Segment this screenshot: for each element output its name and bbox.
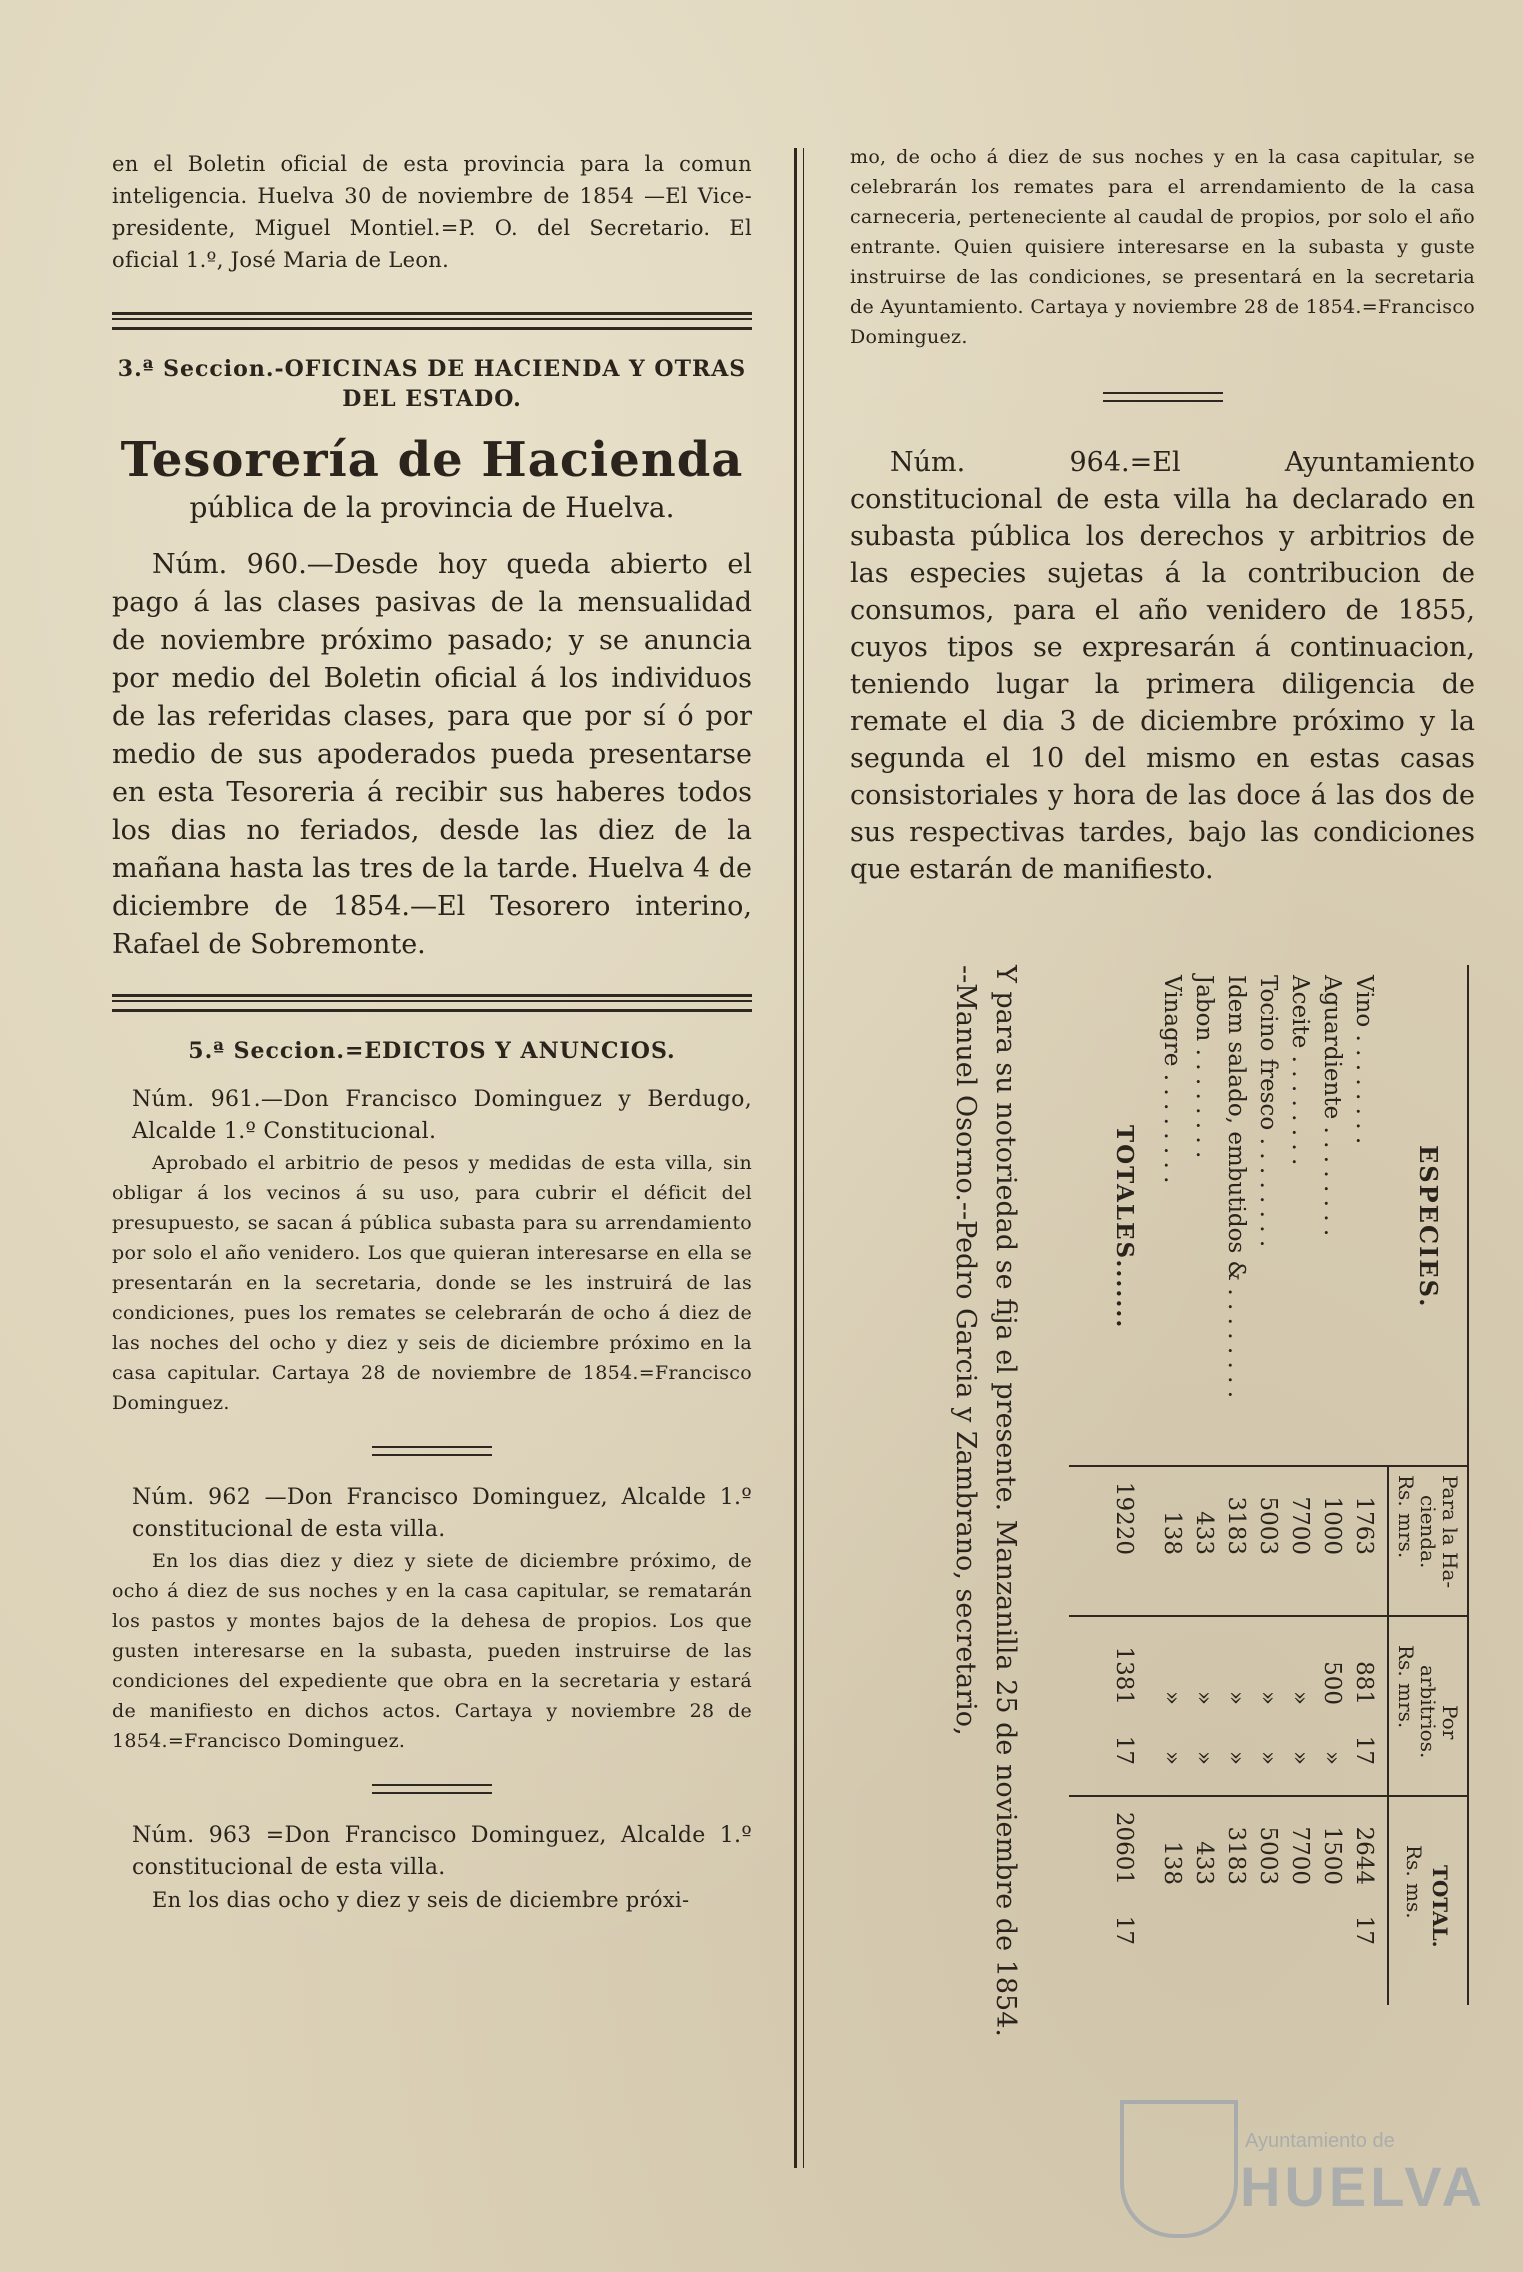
header-especies: ESPECIES. — [1414, 1145, 1443, 1309]
coat-of-arms-icon — [1120, 2100, 1238, 2238]
row-species: Tocino fresco . . . . . . . . — [1255, 975, 1281, 1248]
watermark-small-text: Ayuntamiento de — [1245, 2130, 1395, 2152]
row-arbitrios-mrs: » — [1223, 1750, 1249, 1765]
row-total-rs: 3183 — [1223, 1826, 1249, 1885]
notice-964: Núm. 964.=El Ayuntamiento constitucional de esta villa ha declarado en subasta pública los derechos y arbitrios de las especies sujetas á la contribucion de consumos, para el año venidero de 1855, cuyos tipos se expresarán á continuacion, teniendo lugar la primera diligencia de remate el dia 3 de diciembre próximo y la segunda el 10 del mismo en estas casas consistoriales y hora de las doce á las dos de sus respectivas tardes, bajo las condiciones que estarán de manifiesto. — [850, 447, 1475, 885]
row-total-rs: 433 — [1191, 1841, 1217, 1885]
totals-hacienda-rs: 19220 — [1111, 1481, 1137, 1555]
column-rule — [794, 148, 797, 2168]
totals-label: TOTALES....... — [1111, 1125, 1138, 1330]
totals-arbitrios-rs: 1381 — [1111, 1646, 1137, 1705]
header-hacienda-3: Rs. mrs. — [1394, 1475, 1418, 1559]
row-species: Jabon . . . . . . . . — [1191, 975, 1217, 1159]
row-arbitrios-mrs: » — [1287, 1750, 1313, 1765]
notice-963-continued: mo, de ocho á diez de sus noches y en la casa capitular, se celebrarán los remates para el arrendamiento de la casa carneceria, perteneciente al caudal de propios, por solo el año entrante. Quien quisiere interesarse en la subasta y guste instruirse de las condiciones, se presentará en la secretaria de Ayuntamiento. Cartaya y noviembre 28 de 1854.=Francisco Dominguez. — [850, 146, 1475, 348]
row-arbitrios-mrs: » — [1255, 1750, 1281, 1765]
row-species: Aguardiente . . . . . . . . — [1319, 975, 1345, 1237]
table-footer-line2: --Manuel Osorno.--Pedro Garcia y Zambrano, secretario, — [950, 965, 981, 1736]
section-divider — [112, 312, 752, 330]
table-rule — [1467, 965, 1469, 2005]
tesoreria-title: Tesorería de Hacienda — [120, 432, 744, 488]
header-total-2: Rs. ms. — [1402, 1845, 1426, 1919]
notice-divider — [1103, 392, 1223, 402]
intro-paragraph: en el Boletin oficial de esta provincia para la comun inteligencia. Huelva 30 de noviembre de 1854 —El Vice-presidente, Miguel Montiel.=P. O. del Secretario. El oficial 1.º, José Maria de Leon. — [112, 152, 752, 272]
row-species: Vino . . . . . . . . — [1351, 975, 1377, 1145]
row-arbitrios-rs: » — [1223, 1690, 1249, 1705]
notice-963-body: En los dias ocho y diez y seis de diciembre próxi- — [152, 1888, 690, 1912]
totals-arbitrios-mrs: 17 — [1111, 1735, 1137, 1765]
column-rule-thin — [803, 148, 804, 2168]
row-arbitrios-mrs: » — [1159, 1750, 1185, 1765]
row-hacienda-rs: 5003 — [1255, 1496, 1281, 1555]
row-hacienda-rs: 433 — [1191, 1511, 1217, 1555]
header-hacienda-2: cienda. — [1416, 1495, 1440, 1569]
table-footer-line1: Y para su notoriedad se fija el presente. Manzanilla 25 de noviembre de 1854. — [990, 965, 1021, 2037]
huelva-watermark — [1120, 2090, 1490, 2240]
notice-960: Núm. 960.—Desde hoy queda abierto el pago á las clases pasivas de la mensualidad de noviembre próximo pasado; y se anuncia por medio del Boletin oficial á los individuos de las referidas clases, para que por sí ó por medio de sus apoderados pueda presentarse en esta Tesoreria á recibir sus haberes todos los dias no feriados, desde las diez de la mañana hasta las tres de la tarde. Huelva 4 de diciembre de 1854.—El Tesorero interino, Rafael de Sobremonte. — [112, 549, 752, 960]
section-divider — [112, 994, 752, 1012]
table-rule — [1069, 1615, 1469, 1617]
notice-962-body: En los dias diez y diez y siete de diciembre próximo, de ocho á diez de sus noches y en la casa capitular, se rematarán los pastos y montes bajos de la dehesa de propios. Los que gusten interesarse en la subasta, pueden instruirse de las condiciones del expediente que obra en la secretaria y estará de manifiesto en dichos actos. Cartaya y noviembre 28 de 1854.=Francisco Dominguez. — [112, 1550, 752, 1752]
row-total-rs: 138 — [1159, 1841, 1185, 1885]
totals-total-mrs: 17 — [1111, 1915, 1137, 1945]
row-total-rs: 5003 — [1255, 1826, 1281, 1885]
notice-divider — [372, 1446, 492, 1456]
table-body — [1055, 965, 1475, 2005]
header-arbitrios-1: Por — [1438, 1705, 1462, 1740]
totals-total-rs: 20601 — [1111, 1811, 1137, 1885]
row-arbitrios-mrs: 17 — [1351, 1735, 1377, 1765]
row-total-mrs: 17 — [1351, 1915, 1377, 1945]
row-arbitrios-rs: » — [1255, 1690, 1281, 1705]
row-arbitrios-rs: » — [1159, 1690, 1185, 1705]
row-hacienda-rs: 1000 — [1319, 1496, 1345, 1555]
section3-heading: 3.ª Seccion.-OFICINAS DE HACIENDA Y OTRAS — [117, 356, 747, 382]
header-total-1: TOTAL. — [1428, 1865, 1452, 1948]
row-arbitrios-rs: 881 — [1351, 1661, 1377, 1705]
row-hacienda-rs: 3183 — [1223, 1496, 1249, 1555]
rotated-table-block — [850, 955, 1475, 2037]
watermark-big-text: HUELVA — [1240, 2155, 1486, 2218]
header-hacienda-1: Para la Ha- — [1438, 1475, 1462, 1589]
notice-961-heading: Núm. 961.—Don Francisco Dominguez y Berdugo, Alcalde 1.º Constitucional. — [132, 1087, 752, 1144]
section3-heading-line2: DEL ESTADO. — [342, 386, 522, 412]
row-arbitrios-mrs: » — [1191, 1750, 1217, 1765]
table-rule — [1387, 1465, 1389, 2005]
row-arbitrios-rs: » — [1191, 1690, 1217, 1705]
row-species: Vinagre . . . . . . . . — [1159, 975, 1185, 1184]
row-total-rs: 1500 — [1319, 1826, 1345, 1885]
right-column — [850, 142, 1475, 888]
notice-963-heading: Núm. 963 =Don Francisco Dominguez, Alcalde 1.º constitucional de esta villa. — [132, 1823, 752, 1880]
notice-962-heading: Núm. 962 —Don Francisco Dominguez, Alcalde 1.º constitucional de esta villa. — [132, 1485, 752, 1542]
header-arbitrios-2: arbitrios. — [1416, 1665, 1440, 1759]
tesoreria-subtitle: pública de la provincia de Huelva. — [189, 491, 675, 524]
left-column — [112, 148, 752, 1916]
row-arbitrios-rs: 500 — [1319, 1661, 1345, 1705]
notice-divider — [372, 1784, 492, 1794]
notice-961-body: Aprobado el arbitrio de pesos y medidas de esta villa, sin obligar á los vecinos á su uso, para cubrir el déficit del presupuesto, se sacan á pública subasta para su arrendamiento por solo el año venidero. Los que quieran interesarse en ella se presentarán en la secretaria, donde se les instruirá de las condiciones, pues los remates se celebrarán de ocho á diez de las noches del ocho y diez y seis de diciembre próximo en la casa capitular. Cartaya 28 de noviembre de 1854.=Francisco Dominguez. — [112, 1152, 752, 1414]
row-hacienda-rs: 138 — [1159, 1511, 1185, 1555]
row-arbitrios-mrs: » — [1319, 1750, 1345, 1765]
row-total-rs: 2644 — [1351, 1826, 1377, 1885]
row-species: Idem salado, embutidos & . . . . . . . . — [1223, 975, 1249, 1399]
header-arbitrios-3: Rs. mrs. — [1394, 1645, 1418, 1729]
section5-heading: 5.ª Seccion.=EDICTOS Y ANUNCIOS. — [188, 1038, 676, 1064]
row-arbitrios-rs: » — [1287, 1690, 1313, 1705]
row-hacienda-rs: 1763 — [1351, 1496, 1377, 1555]
table-rule — [1069, 1465, 1469, 1467]
consumos-table — [850, 955, 1475, 2037]
row-hacienda-rs: 7700 — [1287, 1496, 1313, 1555]
row-total-rs: 7700 — [1287, 1826, 1313, 1885]
table-rule — [1069, 1795, 1469, 1797]
row-species: Aceite . . . . . . . . — [1287, 975, 1313, 1166]
